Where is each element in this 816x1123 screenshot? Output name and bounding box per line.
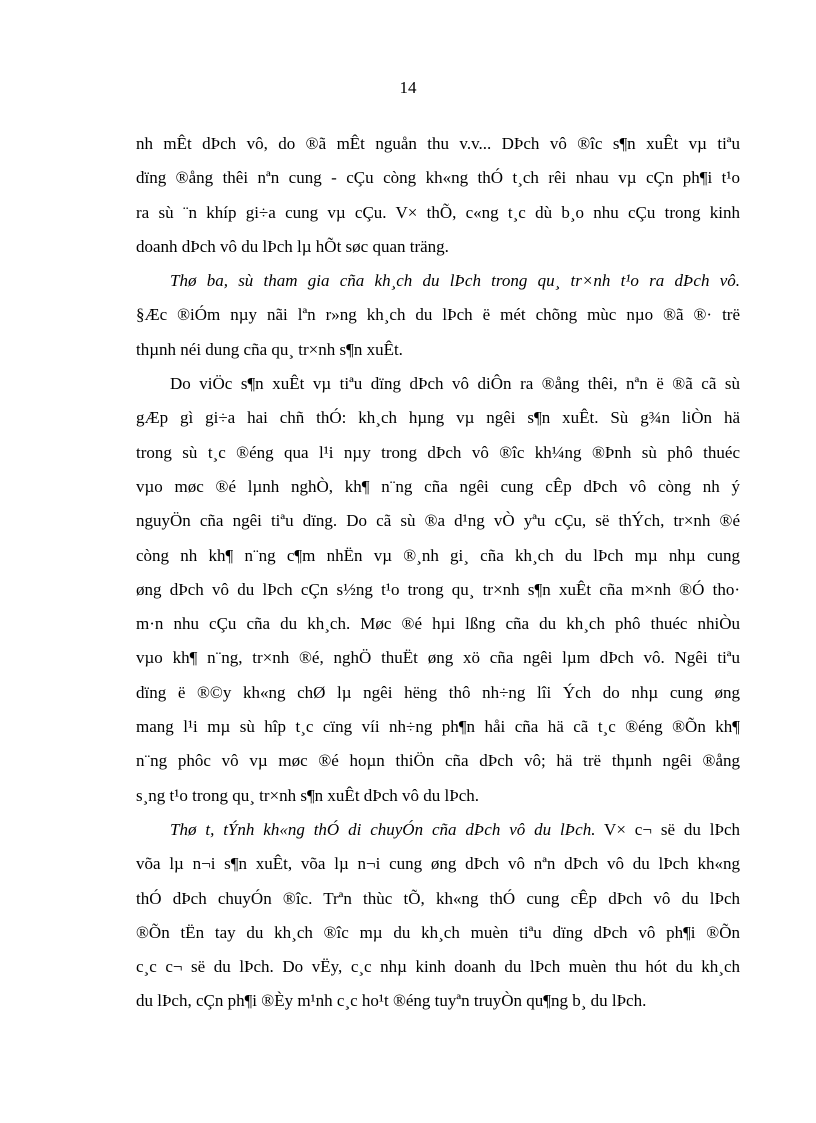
text-line: ra sù ¨n khíp gi÷a cung vµ cÇu. V× thÕ, c«ng t¸c dù b¸o nhu cÇu trong kinh: [136, 202, 740, 222]
text-line: vµo møc ®é lµnh nghÒ, kh¶ n¨ng cña ngêi cung cÊp dÞch vô còng nh ý: [136, 476, 740, 496]
mixed-line: [136, 813, 740, 847]
text-line: §Æc ®iÓm nµy nãi lªn r»ng kh¸ch du lÞch ë mét chõng mùc nµo ®ã ®· trë: [136, 305, 740, 325]
text-line: nh mÊt dÞch vô, do ®ã mÊt nguån thu v.v... DÞch vô ®îc s¶n xuÊt vµ tiªu: [136, 134, 740, 153]
paragraph-1: [136, 127, 740, 264]
text-line: thÓ dÞch chuyÓn ®îc. Trªn thùc tÕ, kh«ng thÓ cung cÊp dÞch vô du lÞch: [136, 888, 740, 908]
paragraph-4: [136, 813, 740, 1019]
text-line: ®Õn tËn tay du kh¸ch ®îc mµ du kh¸ch muèn tiªu dïng dÞch vô ph¶i ®Õn: [136, 922, 740, 942]
document-body: [136, 127, 740, 1019]
paragraph-3: [136, 367, 740, 813]
text-line: c¸c c¬ së du lÞch. Do vËy, c¸c nhµ kinh doanh du lÞch muèn thu hót du kh¸ch: [136, 957, 740, 977]
text-run: V× c¬ së du lÞch: [604, 819, 740, 839]
text-line: dïng ®ång thêi nªn cung - cÇu còng kh«ng thÓ t¸ch rêi nhau vµ cÇn ph¶i t¹o: [136, 168, 740, 188]
text-line: dïng ë ®©y kh«ng chØ lµ ngêi hëng thô nh÷ng lîi Ých do nhµ cung øng: [136, 682, 740, 702]
text-line: doanh dÞch vô du lÞch lµ hÕt søc quan träng.: [136, 236, 449, 256]
text-line: thµnh néi dung cña qu¸ tr×nh s¶n xuÊt.: [136, 339, 403, 359]
text-line: n¨ng phôc vô vµ møc ®é hoµn thiÖn cña dÞch vô; hä trë thµnh ngêi ®ång: [136, 751, 740, 771]
italic-heading-line: Thø ba, sù tham gia cña kh¸ch du lÞch trong qu¸ tr×nh t¹o ra dÞch vô.: [170, 271, 740, 291]
text-line: øng dÞch vô du lÞch cÇn s½ng t¹o trong qu¸ tr×nh s¶n xuÊt cña m×nh ®Ó tho·: [136, 579, 740, 599]
text-line: du lÞch, cÇn ph¶i ®Èy m¹nh c¸c ho¹t ®éng tuyªn truyÒn qu¶ng b¸ du lÞch.: [136, 991, 647, 1011]
text-line: nguyÖn cña ngêi tiªu dïng. Do cã sù ®a d¹ng vÒ yªu cÇu, së thÝch, tr×nh ®é: [136, 511, 740, 531]
page-number: 14: [399, 78, 417, 97]
text-line: Do viÖc s¶n xuÊt vµ tiªu dïng dÞch vô diÔn ra ®ång thêi, nªn ë ®ã cã sù: [170, 374, 740, 394]
text-line: s¸ng t¹o trong qu¸ tr×nh s¶n xuÊt dÞch vô du lÞch.: [136, 785, 480, 805]
text-line: võa lµ n¬i s¶n xuÊt, võa lµ n¬i cung øng dÞch vô nªn dÞch vô du lÞch kh«ng: [136, 854, 740, 874]
text-line: vµo kh¶ n¨ng, tr×nh ®é, nghÖ thuËt øng xö cña ngêi lµm dÞch vô. Ngêi tiªu: [136, 648, 740, 668]
text-line: còng nh kh¶ n¨ng c¶m nhËn vµ ®¸nh gi¸ cña kh¸ch du lÞch mµ nhµ cung: [136, 545, 740, 565]
italic-heading: Thø t, tÝnh kh«ng thÓ di chuyÓn cña dÞch vô du lÞch.: [170, 819, 596, 839]
text-line: gÆp gì gi÷a hai chñ thÓ: kh¸ch hµng vµ ngêi s¶n xuÊt. Sù g¾n liÒn hä: [136, 408, 740, 428]
paragraph-2: [136, 264, 740, 367]
text-line: mang l¹i mµ sù hîp t¸c cïng víi nh÷ng ph¶n håi cña hä cã t¸c ®éng ®Õn kh¶: [136, 717, 740, 737]
text-line: m·n nhu cÇu cña du kh¸ch. Møc ®é hµi lßng cña du kh¸ch phô thuéc nhiÒu: [136, 614, 740, 634]
text-line: trong sù t¸c ®éng qua l¹i nµy trong dÞch vô ®îc kh¼ng ®Þnh sù phô thuéc: [136, 442, 740, 462]
